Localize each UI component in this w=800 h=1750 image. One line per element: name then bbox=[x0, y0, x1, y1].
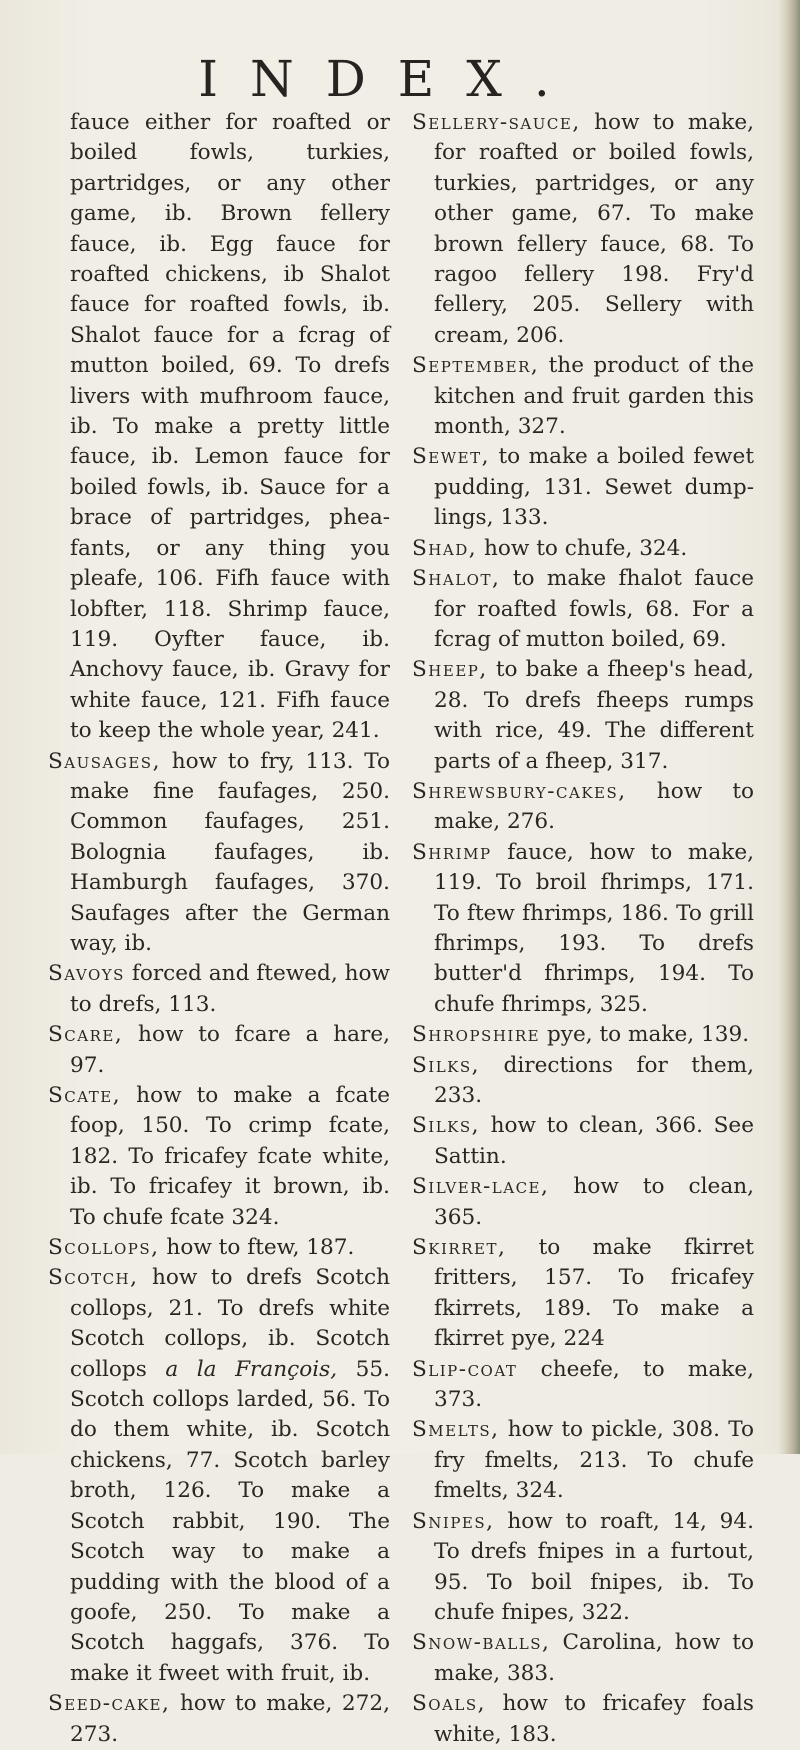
index-entry bbox=[48, 1020, 390, 1081]
index-entry bbox=[412, 1020, 754, 1050]
index-entry bbox=[412, 442, 754, 533]
entry-keyword: Shad, bbox=[412, 535, 478, 561]
entry-keyword: Seed-cake, bbox=[48, 1691, 171, 1717]
entry-text: Carolina, how to make, 383. bbox=[434, 1630, 754, 1686]
index-entry bbox=[48, 959, 390, 1020]
index-entry bbox=[412, 777, 754, 838]
index-entry bbox=[48, 747, 390, 960]
entry-keyword: Shrewsbury-cakes, bbox=[412, 778, 627, 804]
entry-keyword: Scate, bbox=[48, 1083, 122, 1108]
entry-text: fauce, how to make, 119. To broil fhrimps, 171. To ftew fhrimps, 186. To grill fhrimps, 193. To drefs butter'd fhrimps, 194. To chufe fhrimps, 325. bbox=[434, 839, 754, 1017]
entry-text: to make fhalot fauce for roafted fowls, 68. For a fcrag of mutton boiled, 69. bbox=[434, 566, 754, 652]
entry-keyword: Savoys bbox=[48, 961, 125, 987]
entry-keyword: Sausages, bbox=[48, 748, 161, 774]
entry-keyword: Shalot, bbox=[412, 566, 501, 592]
entry-keyword: Shrimp bbox=[412, 839, 492, 865]
entry-text: how to pickle, 308. To fry fmelts, 213. To chufe fmelts, 324. bbox=[434, 1417, 754, 1504]
entry-keyword: Slip-coat bbox=[412, 1356, 518, 1382]
entry-text: fauce either for roafted or boiled fowls, turkies, partridges, or any other game, ib. Brown fellery fauce, ib. Egg fauce for roafted chickens, ib Shalot fauce for roafted fowls, ib. Shalot fauce for a fcrag of mutton boiled, 69. To drefs livers with mufhroom fauce, ib. To make a pretty little fauce, ib. Lemon fauce for boiled fowls, ib. Sauce for a brace of partridges, pheafants, or any thing you pleafe, 106. Fifh fauce with lobfter, 118. Shrimp fauce, 119. Oyfter fauce, ib. Anchovy fauce, ib. Gravy for white fauce, 121. Fifh fauce to keep the whole year, 241. bbox=[70, 110, 390, 744]
entry-text: the product of the kitchen and fruit garden this month, 327. bbox=[434, 353, 754, 440]
entry-text: forced and ftewed, how to drefs, 113. bbox=[70, 961, 390, 1017]
index-entry bbox=[412, 655, 754, 777]
entry-keyword: Snipes, bbox=[412, 1508, 495, 1534]
index-entry bbox=[412, 1233, 754, 1355]
index-entry bbox=[412, 534, 754, 564]
index-entry bbox=[48, 1263, 390, 1689]
entry-text: how to fry, 113. To make fine faufages, 250. Common faufages, 251. Bolognia faufages, ib. Hamburgh faufages, 370. Saufages after the German way, ib. bbox=[70, 748, 390, 956]
entry-keyword: Silks, bbox=[412, 1052, 481, 1078]
entry-text: 55. Scotch collops larded, 56. To do them white, ib. Scotch chickens, 77. Scotch barley broth, 126. To make a Scotch rabbit, 190. The Scotch way to make a pudding with the blood of a goofe, 250. To make a Scotch haggafs, 376. To make it fweet with fruit, ib. bbox=[70, 1356, 391, 1686]
index-entry bbox=[48, 1233, 390, 1263]
index-entry bbox=[48, 1081, 390, 1233]
entry-text: how to clean, 366. See Sattin. bbox=[434, 1113, 754, 1169]
entry-text: how to clean, 365. bbox=[434, 1174, 754, 1230]
index-entry bbox=[412, 564, 754, 655]
entry-text: how to roaft, 14, 94. To drefs fnipes in a furtout, 95. To boil fnipes, ib. To chufe fnipes, 322. bbox=[434, 1508, 754, 1625]
entry-italic-text: a la François, bbox=[165, 1356, 338, 1382]
entry-text: how to fricafey foals white, 183. bbox=[434, 1691, 754, 1747]
index-entry bbox=[412, 351, 754, 442]
index-entry bbox=[412, 1415, 754, 1506]
index-entry bbox=[412, 1628, 754, 1689]
right-column bbox=[412, 108, 754, 1750]
entry-text: pye, to make, 139. bbox=[546, 1022, 750, 1048]
entry-text: how to make a fcate foop, 150. To crimp fcate, 182. To fricafey fcate white, ib. To fricafey it brown, ib. To chufe fcate 324. bbox=[70, 1083, 390, 1230]
entry-text: directions for them, 233. bbox=[434, 1052, 754, 1108]
page-edge-shadow bbox=[778, 0, 800, 1454]
entry-text: to make a boiled fewet pudding, 131. Sewet dumplings, 133. bbox=[434, 444, 754, 531]
index-entry bbox=[412, 1507, 754, 1629]
entry-text: how to chufe, 324. bbox=[483, 535, 688, 561]
entry-text: how to drefs Scotch collops, 21. To drefs white Scotch collops, ib. Scotch collops bbox=[70, 1265, 390, 1382]
index-entry bbox=[412, 1111, 754, 1172]
entry-keyword: Silks, bbox=[412, 1113, 481, 1139]
entry-text: how to fcare a hare, 97. bbox=[70, 1022, 390, 1078]
index-entry bbox=[412, 108, 754, 351]
entry-text: how to ftew, 187. bbox=[166, 1235, 355, 1261]
entry-text: to make fkirret fritters, 157. To fricafey fkirrets, 189. To make a fkirret pye, 224 bbox=[434, 1235, 754, 1352]
entry-text: how to make, for roafted or boiled fowls, turkies, partridges, or any other game, 67. To make brown fellery fauce, 68. To ragoo fellery 198. Fry'd fellery, 205. Sellery with cream, 206. bbox=[434, 110, 754, 348]
entry-text: cheefe, to make, 373. bbox=[434, 1356, 754, 1413]
entry-keyword: Shropshire bbox=[412, 1022, 541, 1048]
entry-keyword: Sheep, bbox=[412, 657, 488, 683]
left-column bbox=[48, 108, 390, 1750]
entry-keyword: Soals, bbox=[412, 1691, 487, 1717]
entry-keyword: Scollops, bbox=[48, 1235, 160, 1261]
index-entry bbox=[48, 1689, 390, 1750]
entry-keyword: Scare, bbox=[48, 1022, 124, 1048]
entry-keyword: Sellery-sauce, bbox=[412, 110, 581, 135]
page-header: INDEX. bbox=[198, 50, 582, 108]
index-entry bbox=[48, 108, 390, 747]
entry-keyword: September, bbox=[412, 353, 540, 379]
entry-keyword: Scotch, bbox=[48, 1265, 139, 1291]
index-entry bbox=[412, 838, 754, 1020]
entry-keyword: Skirret, bbox=[412, 1235, 507, 1261]
entry-text: how to make, 276. bbox=[434, 778, 754, 835]
entry-keyword: Smelts, bbox=[412, 1417, 500, 1443]
entry-keyword: Sewet, bbox=[412, 444, 490, 470]
index-entry bbox=[412, 1689, 754, 1750]
entry-text: how to make, 272, 273. bbox=[70, 1691, 390, 1747]
entry-keyword: Snow-balls, bbox=[412, 1630, 551, 1656]
index-entry bbox=[412, 1051, 754, 1112]
entry-text: to bake a fheep's head, 28. To drefs fheeps rumps with rice, 49. The different parts of a fheep, 317. bbox=[434, 657, 754, 774]
entry-keyword: Silver-lace, bbox=[412, 1174, 550, 1200]
index-entry bbox=[412, 1355, 754, 1416]
index-entry bbox=[412, 1172, 754, 1233]
